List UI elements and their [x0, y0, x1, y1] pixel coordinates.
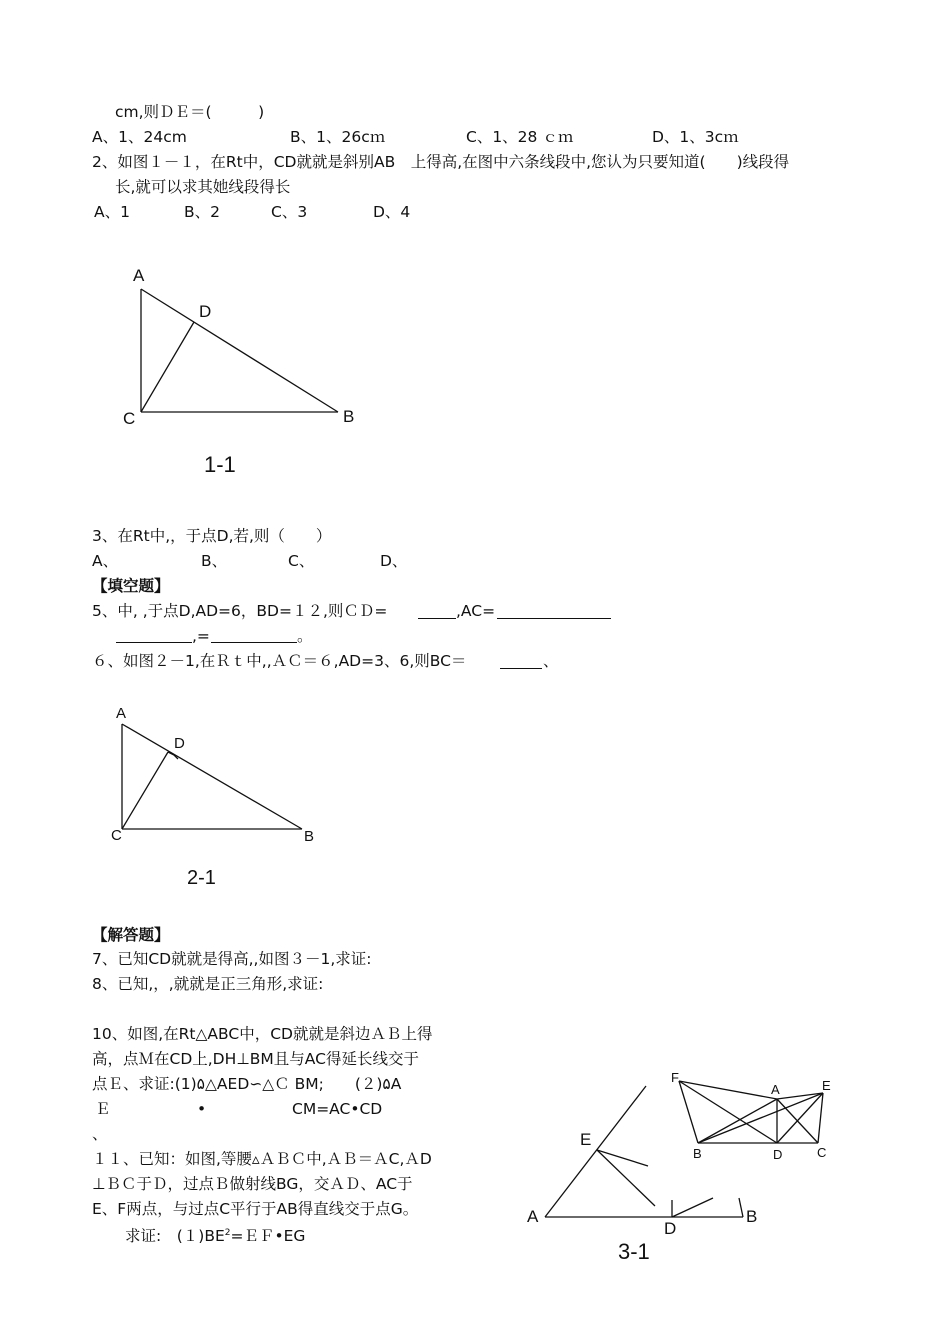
q11-proof-pre: 求证: (１)BE [125, 1227, 225, 1246]
q1-option-a: A、1、24cm [92, 128, 187, 146]
q11-text-line2: ⊥ＢＣ于Ｄ，过点Ｂ做射线BG，交ＡＤ、AC于 [92, 1175, 413, 1193]
q5-text: 5、中, ,于点D,AD=6，BD=１２,则ＣＤ= [92, 602, 388, 620]
fig4-label-a: A [771, 1082, 780, 1097]
q10-text-line4-dot: • [197, 1100, 207, 1118]
fig4-segment-be [698, 1093, 823, 1143]
fig3-segment-d-up [672, 1198, 713, 1217]
q10-text-line2: 高，点Ｍ在CD上,DH⊥BM且与AC得延长线交于 [92, 1050, 419, 1068]
q11-proof-post: =ＥＦ•EG [230, 1227, 306, 1246]
q1-option-b: B、1、26cｍ [290, 128, 386, 146]
fig4-right-edge [818, 1093, 823, 1143]
q8-text: 8、已知,，,就就是正三角形,求证: [92, 975, 324, 993]
q3-text: 3、在Rt中,，于点D,若,则（ ） [92, 527, 332, 545]
fig1-label-b: B [343, 407, 355, 426]
q11-text-line1: １１、已知：如图,等腰▵ＡＢＣ中,ＡＢ＝ＡC,ＡD [92, 1150, 432, 1168]
q3-option-b: B、 [201, 552, 228, 570]
q2-option-a: A、1 [94, 203, 130, 221]
q2-option-b: B、2 [184, 203, 220, 221]
solve-section-header: 【解答题】 [92, 926, 170, 944]
q2-option-d: D、4 [373, 203, 411, 221]
fill-in-section-header: 【填空题】 [92, 577, 170, 595]
fig1-label-a: A [133, 266, 145, 285]
q2-text-line1: 2、如图１－１，在Rt中，CD就就是斜别AB 上得高,在图中六条线段中,您认为只要知道( )线段得 [92, 153, 790, 171]
fig3-label-d: D [664, 1219, 677, 1238]
fig4-label-b: B [693, 1146, 702, 1161]
fig3-label-b: B [746, 1207, 758, 1226]
q3-option-c: C、 [288, 552, 315, 570]
q7-text: 7、已知CD就就是得高,,如图３－1,求证: [92, 950, 372, 968]
fig4-left-edge [679, 1081, 698, 1143]
fig3-caption: 3-1 [618, 1239, 650, 1264]
q11-text-line3: E、F两点，与过点C平行于AB得直线交于点G。 [92, 1200, 419, 1218]
q2-text-line2: 长,就可以求其她线段得长 [115, 178, 291, 196]
q11-proof-sup: 2 [224, 1228, 231, 1238]
q10-text-line4-eq: CM=AC•CD [292, 1100, 383, 1118]
fig3-ray-ae [545, 1086, 646, 1217]
fig3-label-e: E [580, 1130, 592, 1149]
fig3-label-a: A [527, 1207, 539, 1226]
q5-equals-label: ,= [192, 627, 210, 645]
fig4-label-c: C [817, 1145, 827, 1160]
fig2-caption: 2-1 [187, 867, 216, 889]
fig3-segment-e-d [597, 1150, 655, 1206]
fig3-tick-b [739, 1198, 743, 1217]
fig1-altitude-cd [141, 322, 194, 412]
fig2-label-c: C [111, 827, 122, 844]
figure-quadrilateral-diagram [679, 1081, 823, 1143]
q3-option-a: A、 [92, 552, 119, 570]
fig2-side-ab [122, 724, 302, 829]
q5-ac-label: ,AC= [456, 602, 496, 620]
fig4-label-f: F [671, 1070, 679, 1085]
fig4-side-ab [698, 1099, 777, 1143]
fig1-label-c: C [123, 409, 136, 428]
fig2-label-a: A [116, 705, 127, 722]
q9-tail-text: cm,则ＤＥ＝( ) [115, 103, 265, 121]
q3-option-d: D、 [380, 552, 408, 570]
q6-end-mark: 、 [543, 652, 559, 670]
figure-1-1-triangle [141, 289, 338, 412]
q5-end-mark: 。 [297, 627, 313, 645]
q10-text-line5: 、 [92, 1125, 108, 1143]
fig1-side-ab [141, 289, 338, 412]
q10-text-line3: 点Ｅ、求证:(1)۵△AED∽△Ｃ BM; (２)۵A [92, 1075, 402, 1093]
fig2-altitude-cd [122, 752, 168, 829]
q10-text-line4-e: Ｅ [95, 1100, 111, 1118]
fig2-label-d: D [174, 735, 185, 752]
figure-2-1-triangle [122, 724, 302, 829]
q1-option-d: D、1、3cｍ [652, 128, 739, 146]
fig2-label-b: B [304, 828, 315, 845]
fig4-top-edge [679, 1081, 823, 1099]
q2-option-c: C、3 [271, 203, 308, 221]
q6-text: ６、如图２－1,在Ｒｔ中,,ＡＣ＝６,AD=3、6,则BC＝ [92, 652, 467, 670]
q1-option-c: C、1、28 ｃｍ [466, 128, 574, 146]
figure-3-1-diagram [545, 1086, 743, 1217]
fig1-caption: 1-1 [204, 452, 236, 477]
q10-text-line1: 10、如图,在Rt△ABC中，CD就就是斜边ＡＢ上得 [92, 1025, 433, 1043]
fig4-segment-de [777, 1093, 823, 1143]
fig4-label-d: D [773, 1147, 783, 1162]
fig4-label-e: E [822, 1078, 831, 1093]
fig1-label-d: D [199, 302, 212, 321]
